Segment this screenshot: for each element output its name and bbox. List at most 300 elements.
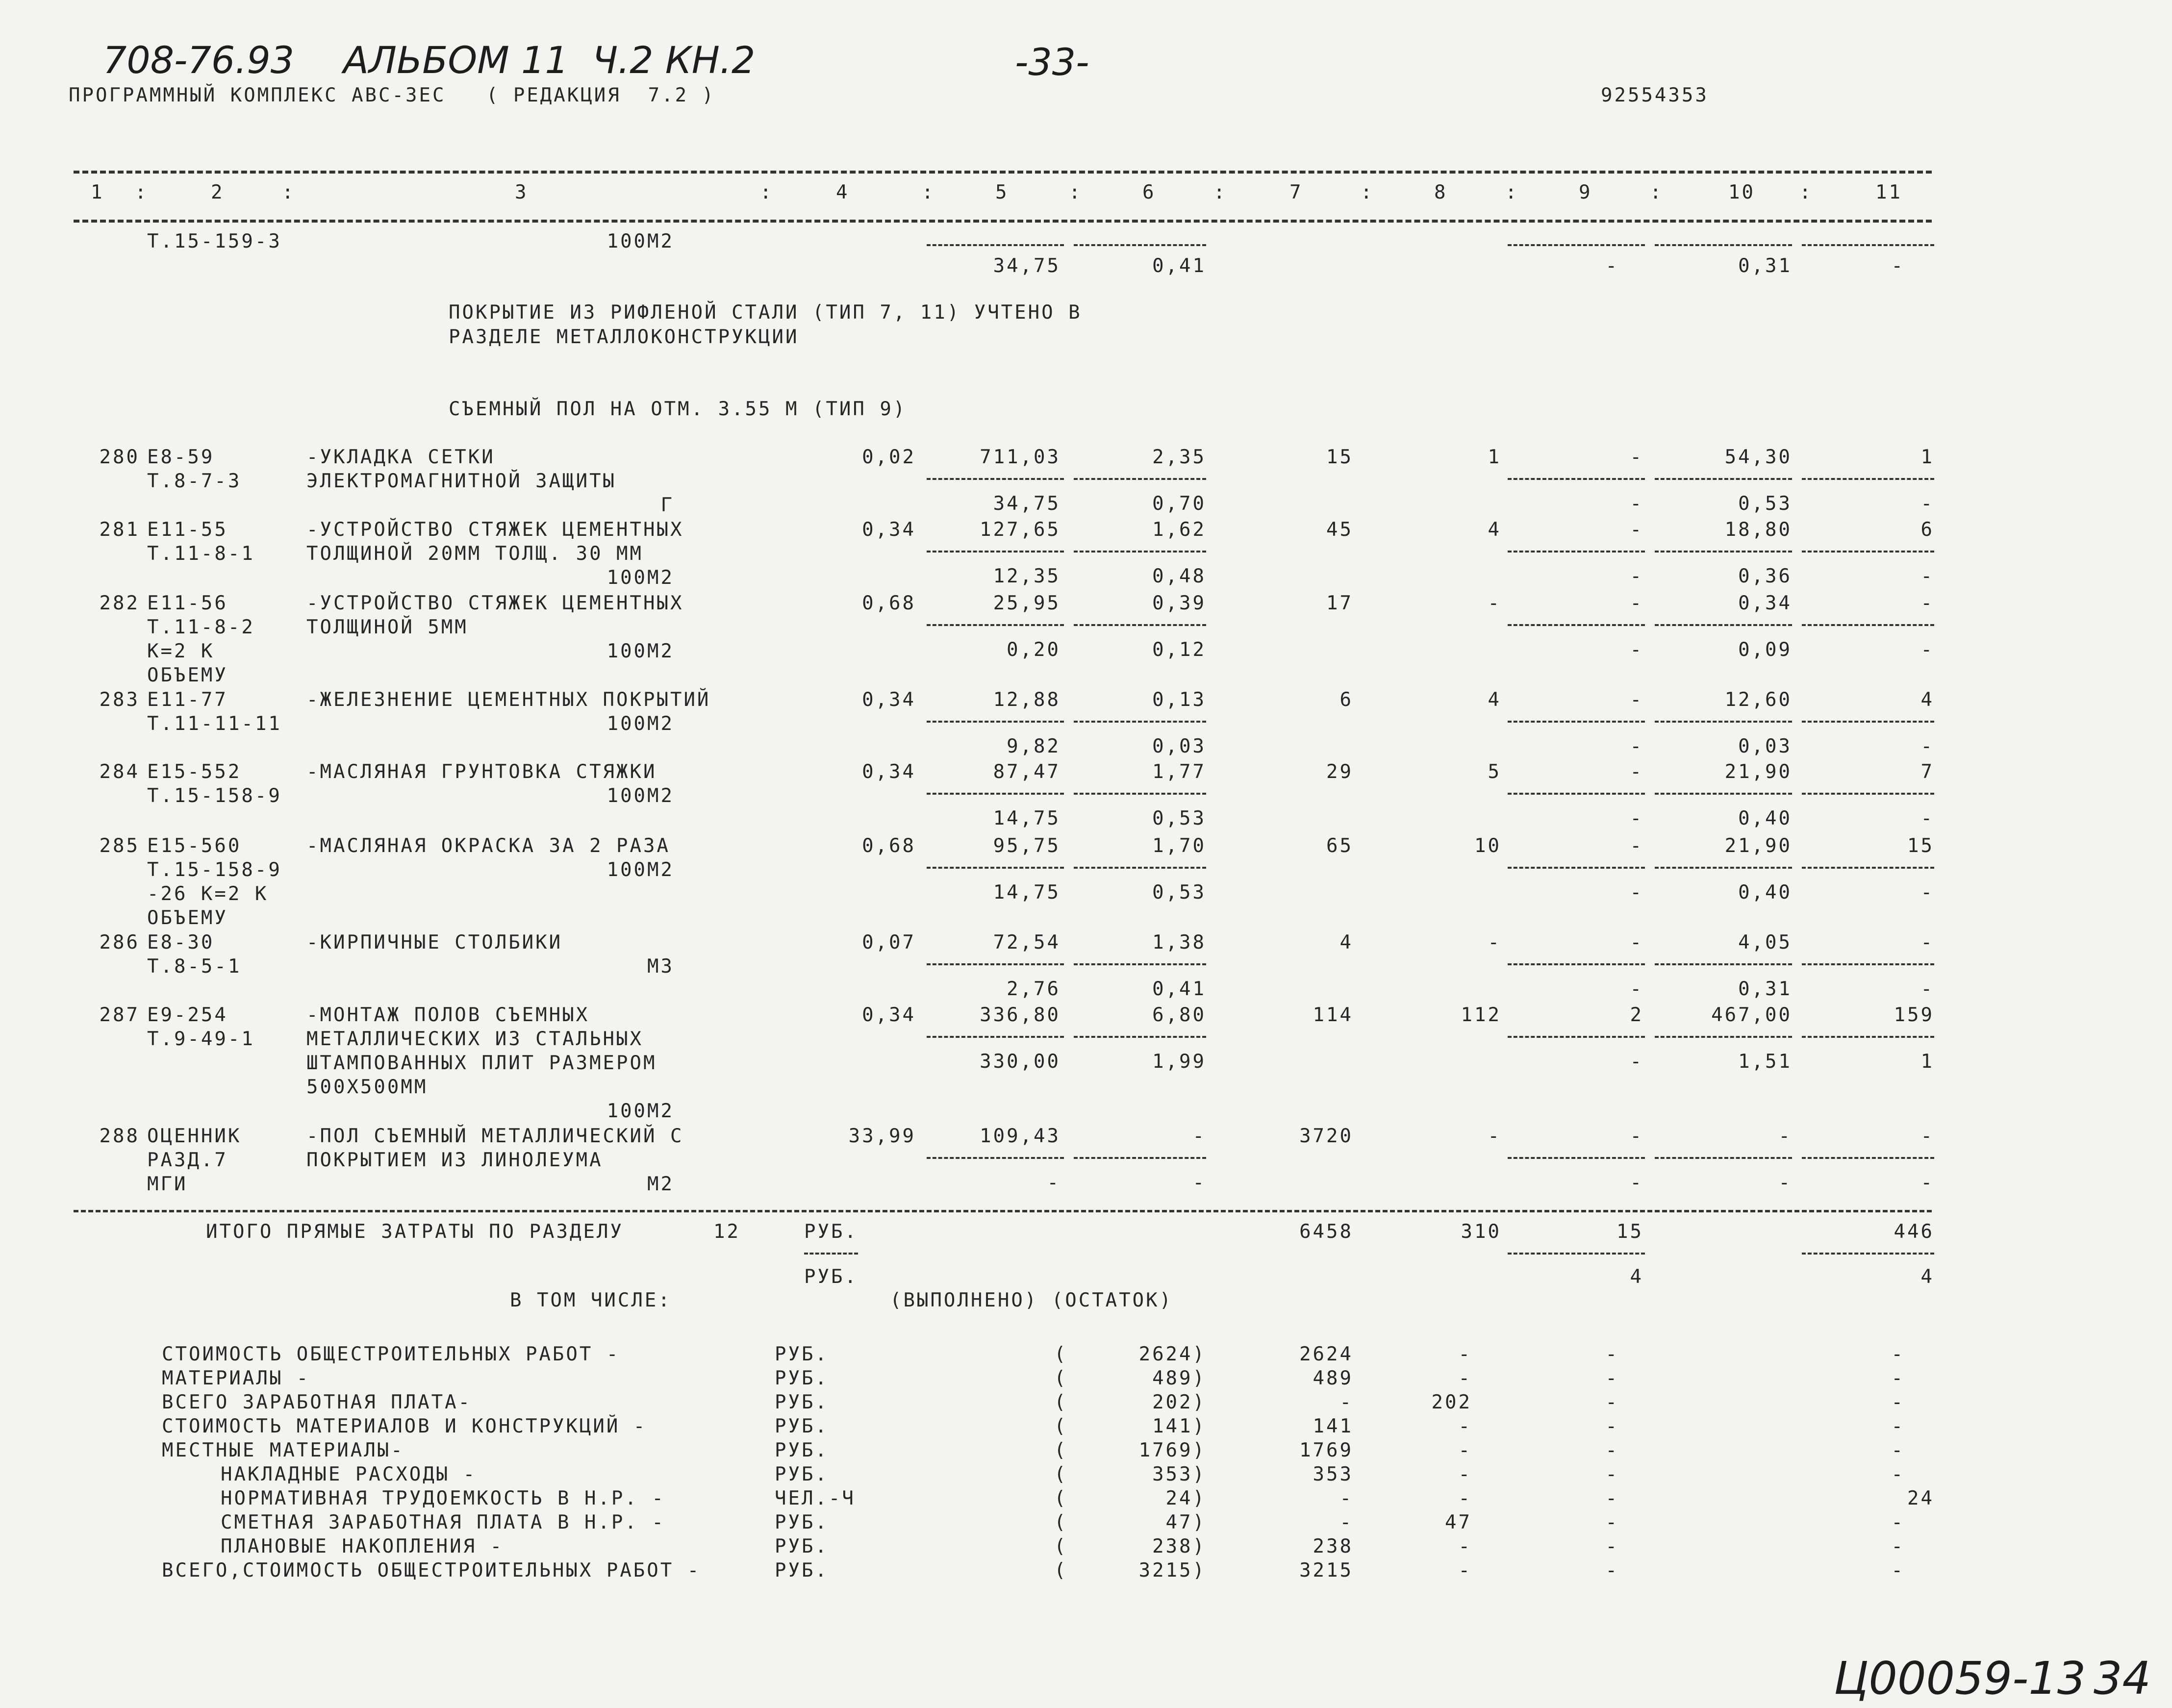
summary-c7: 1769 xyxy=(1299,1439,1353,1461)
row-unit: 100М2 xyxy=(606,713,674,735)
summary-c11: - xyxy=(1891,1559,1905,1582)
summary-unit: РУБ. xyxy=(775,1391,829,1413)
cell-underline xyxy=(1074,624,1206,626)
row-c11-lower: - xyxy=(1920,735,1934,757)
row-c9: - xyxy=(1630,1125,1643,1147)
row-c11-lower: - xyxy=(1920,807,1934,829)
summary-c8: 47 xyxy=(1445,1511,1472,1533)
row-c11-lower: 1 xyxy=(1920,1051,1934,1073)
row-number: 287 xyxy=(99,1004,140,1026)
row-description: ТОЛЩИНОЙ 20ММ ТОЛЩ. 30 ММ xyxy=(306,543,643,565)
program-line: ПРОГРАММНЫЙ КОМПЛЕКС АВС-ЗЕС ( РЕДАКЦИЯ 7.2 ) xyxy=(69,84,716,106)
cell-underline xyxy=(1802,1036,1934,1038)
row-c9: - xyxy=(1630,446,1643,468)
summary-completed: 141) xyxy=(1152,1415,1206,1437)
row-c11-lower: - xyxy=(1920,978,1934,1000)
row-code: Е15-552 xyxy=(147,761,242,783)
row-c10-lower: 0,40 xyxy=(1738,807,1792,829)
row-c9: - xyxy=(1630,519,1643,541)
page-number: -33- xyxy=(1015,40,1089,84)
row-c5-lower: - xyxy=(1047,1172,1061,1194)
summary-c7: 353 xyxy=(1313,1463,1353,1485)
row-code: ОБЪЕМУ xyxy=(147,664,228,686)
column-header-10: 10 xyxy=(1728,181,1755,203)
summary-c8: - xyxy=(1458,1439,1472,1461)
summary-label: ПЛАНОВЫЕ НАКОПЛЕНИЯ - xyxy=(221,1535,504,1557)
row-c11: - xyxy=(1920,1125,1934,1147)
summary-unit: ЧЕЛ.-Ч xyxy=(775,1487,856,1509)
cell-underline xyxy=(1655,963,1792,965)
document-number: 92554353 xyxy=(1601,84,1709,106)
row-c5-lower: 330,00 xyxy=(980,1051,1061,1073)
row-c10: 4,05 xyxy=(1738,931,1792,954)
totals-unit2: РУБ. xyxy=(804,1266,858,1288)
cell-underline xyxy=(1508,624,1645,626)
row-c9: - xyxy=(1630,835,1643,857)
row-c6-lower: - xyxy=(1192,1172,1206,1194)
summary-c9: - xyxy=(1605,1463,1619,1485)
cell-underline xyxy=(1802,1157,1934,1159)
row-c6: 2,35 xyxy=(1152,446,1206,468)
row-number: 282 xyxy=(99,592,140,614)
summary-completed: 3215) xyxy=(1138,1559,1206,1582)
row-c11: 1 xyxy=(1920,446,1934,468)
summary-completed: 1769) xyxy=(1138,1439,1206,1461)
row-c5-lower: 12,35 xyxy=(993,565,1061,587)
row-c11-lower: - xyxy=(1920,493,1934,515)
cell-underline xyxy=(804,1253,858,1255)
cell-underline xyxy=(1508,551,1645,553)
summary-paren-open: ( xyxy=(1054,1343,1068,1365)
row-quantity: 0,34 xyxy=(862,689,916,711)
row-code: К=2 К xyxy=(147,640,215,662)
summary-c8: - xyxy=(1458,1367,1472,1389)
row-c5-lower: 2,76 xyxy=(1007,978,1061,1000)
summary-c7: 3215 xyxy=(1299,1559,1353,1582)
summary-completed: 47) xyxy=(1165,1511,1206,1533)
summary-c7: - xyxy=(1339,1487,1353,1509)
cell-underline xyxy=(927,867,1064,869)
cell-underline xyxy=(1655,244,1792,246)
cell-underline xyxy=(1802,867,1934,869)
row-c5: 95,75 xyxy=(993,835,1061,857)
row-code: Т.15-159-3 xyxy=(147,230,282,252)
column-header-7: 7 xyxy=(1289,181,1303,203)
row-quantity: 0,02 xyxy=(862,446,916,468)
summary-c7: - xyxy=(1339,1511,1353,1533)
row-c5: 109,43 xyxy=(980,1125,1061,1147)
summary-paren-open: ( xyxy=(1054,1511,1068,1533)
totals-label: ИТОГО ПРЯМЫЕ ЗАТРАТЫ ПО РАЗДЕЛУ xyxy=(206,1221,624,1243)
summary-label: НОРМАТИВНАЯ ТРУДОЕМКОСТЬ В Н.Р. - xyxy=(221,1487,665,1509)
row-number: 286 xyxy=(99,931,140,954)
row-c8: - xyxy=(1488,1125,1501,1147)
summary-label: СМЕТНАЯ ЗАРАБОТНАЯ ПЛАТА В Н.Р. - xyxy=(221,1511,665,1533)
row-code: Т.9-49-1 xyxy=(147,1028,255,1050)
row-c5-lower: 14,75 xyxy=(993,881,1061,904)
row-c10: 18,80 xyxy=(1724,519,1792,541)
summary-c9: - xyxy=(1605,1439,1619,1461)
row-c5-lower: 0,20 xyxy=(1007,639,1061,661)
row-c7: 65 xyxy=(1326,835,1353,857)
row-description: -ПОЛ СЪЕМНЫЙ МЕТАЛЛИЧЕСКИЙ С xyxy=(306,1125,684,1147)
row-code: Е9-254 xyxy=(147,1004,228,1026)
row-unit: 100М2 xyxy=(606,230,674,252)
row-c10-lower: 0,09 xyxy=(1738,639,1792,661)
summary-completed: 202) xyxy=(1152,1391,1206,1413)
row-c6-lower: 0,12 xyxy=(1152,639,1206,661)
row-description: -УКЛАДКА СЕТКИ xyxy=(306,446,495,468)
row-c10-lower: 0,53 xyxy=(1738,493,1792,515)
column-separator: : xyxy=(282,181,296,203)
summary-unit: РУБ. xyxy=(775,1535,829,1557)
row-c6: 1,70 xyxy=(1152,835,1206,857)
row-description: 500Х500ММ xyxy=(306,1076,428,1098)
totals-c11-lower: 4 xyxy=(1920,1266,1934,1288)
row-c6-lower: 0,03 xyxy=(1152,735,1206,757)
row-description: ТОЛЩИНОЙ 5ММ xyxy=(306,616,468,638)
cell-underline xyxy=(1655,478,1792,480)
row-c10-lower: 0,36 xyxy=(1738,565,1792,587)
row-code: Е11-77 xyxy=(147,689,228,711)
row-c6: 0,13 xyxy=(1152,689,1206,711)
row-c6: 1,62 xyxy=(1152,519,1206,541)
row-c8: 5 xyxy=(1488,761,1501,783)
row-c6-lower: 0,41 xyxy=(1152,255,1206,277)
summary-paren-open: ( xyxy=(1054,1415,1068,1437)
row-c6-lower: 0,53 xyxy=(1152,807,1206,829)
row-number: 283 xyxy=(99,689,140,711)
row-c11-lower: - xyxy=(1891,255,1905,277)
row-code: РАЗД.7 xyxy=(147,1149,228,1171)
row-c9-lower: - xyxy=(1630,881,1643,904)
cell-underline xyxy=(1074,551,1206,553)
row-quantity: 0,34 xyxy=(862,519,916,541)
row-description: ШТАМПОВАННЫХ ПЛИТ РАЗМЕРОМ xyxy=(306,1052,657,1074)
column-separator: : xyxy=(1505,181,1519,203)
cell-underline xyxy=(1508,1036,1645,1038)
summary-completed: 489) xyxy=(1152,1367,1206,1389)
summary-c9: - xyxy=(1605,1343,1619,1365)
summary-completed: 2624) xyxy=(1138,1343,1206,1365)
row-c10: 467,00 xyxy=(1711,1004,1792,1026)
cell-underline xyxy=(927,551,1064,553)
summary-label: НАКЛАДНЫЕ РАСХОДЫ - xyxy=(221,1463,477,1485)
row-unit: 100М2 xyxy=(606,859,674,881)
row-unit: 100М2 xyxy=(606,640,674,662)
column-header-6: 6 xyxy=(1142,181,1156,203)
row-code: Т.15-158-9 xyxy=(147,859,282,881)
cell-underline xyxy=(1802,551,1934,553)
column-header-2: 2 xyxy=(211,181,225,203)
row-unit: 100М2 xyxy=(606,1100,674,1122)
row-c6-lower: 0,53 xyxy=(1152,881,1206,904)
summary-c11: - xyxy=(1891,1343,1905,1365)
summary-c9: - xyxy=(1605,1535,1619,1557)
row-c10: 0,34 xyxy=(1738,592,1792,614)
row-c11-lower: - xyxy=(1920,565,1934,587)
cell-underline xyxy=(1508,963,1645,965)
cell-underline xyxy=(1655,721,1792,723)
cell-underline xyxy=(1655,1036,1792,1038)
totals-c8: 310 xyxy=(1461,1221,1501,1243)
summary-c11: - xyxy=(1891,1463,1905,1485)
summary-c7: - xyxy=(1339,1391,1353,1413)
row-code: ОЦЕННИК xyxy=(147,1125,242,1147)
totals-rule xyxy=(74,1210,1932,1212)
summary-c9: - xyxy=(1605,1487,1619,1509)
row-c9: - xyxy=(1630,689,1643,711)
row-c11: 6 xyxy=(1920,519,1934,541)
summary-completed: 24) xyxy=(1165,1487,1206,1509)
cell-underline xyxy=(1508,1157,1645,1159)
handwritten-album: АЛЬБОМ 11 Ч.2 КН.2 xyxy=(343,38,756,82)
row-c11-lower: - xyxy=(1920,881,1934,904)
row-c8: 112 xyxy=(1461,1004,1501,1026)
row-code: МГИ xyxy=(147,1173,188,1195)
cell-underline xyxy=(1508,793,1645,795)
row-description: -МОНТАЖ ПОЛОВ СЪЕМНЫХ xyxy=(306,1004,590,1026)
summary-c8: - xyxy=(1458,1463,1472,1485)
row-code: Т.15-158-9 xyxy=(147,785,282,807)
row-code: -26 К=2 К xyxy=(147,883,269,905)
row-c7: 45 xyxy=(1326,519,1353,541)
summary-paren-open: ( xyxy=(1054,1367,1068,1389)
summary-c8: - xyxy=(1458,1343,1472,1365)
summary-c9: - xyxy=(1605,1559,1619,1582)
header-top-rule xyxy=(74,171,1932,174)
row-c6: - xyxy=(1192,1125,1206,1147)
cell-underline xyxy=(1802,793,1934,795)
column-header-9: 9 xyxy=(1579,181,1592,203)
row-c10-lower: 0,31 xyxy=(1738,255,1792,277)
row-c9: 2 xyxy=(1630,1004,1643,1026)
summary-paren-open: ( xyxy=(1054,1559,1068,1582)
row-c7: 6 xyxy=(1339,689,1353,711)
cell-underline xyxy=(1074,963,1206,965)
column-header-11: 11 xyxy=(1875,181,1902,203)
row-code: Е8-59 xyxy=(147,446,215,468)
row-c11: 7 xyxy=(1920,761,1934,783)
summary-c11: - xyxy=(1891,1511,1905,1533)
row-quantity: 33,99 xyxy=(848,1125,916,1147)
summary-c11: - xyxy=(1891,1391,1905,1413)
section-title: СЪЕМНЫЙ ПОЛ НА ОТМ. 3.55 М (ТИП 9) xyxy=(449,398,907,420)
summary-c8: - xyxy=(1458,1415,1472,1437)
summary-paren-open: ( xyxy=(1054,1487,1068,1509)
row-number: 284 xyxy=(99,761,140,783)
row-c8: - xyxy=(1488,592,1501,614)
row-c7: 17 xyxy=(1326,592,1353,614)
cell-underline xyxy=(1655,793,1792,795)
cell-underline xyxy=(927,1157,1064,1159)
row-c5: 711,03 xyxy=(980,446,1061,468)
summary-unit: РУБ. xyxy=(775,1559,829,1582)
row-unit: 100М2 xyxy=(606,785,674,807)
cell-underline xyxy=(1074,1157,1206,1159)
row-c5-lower: 34,75 xyxy=(993,255,1061,277)
cell-underline xyxy=(1508,867,1645,869)
row-c10: 21,90 xyxy=(1724,835,1792,857)
summary-c7: 238 xyxy=(1313,1535,1353,1557)
cell-underline xyxy=(1655,551,1792,553)
column-separator: : xyxy=(1213,181,1227,203)
row-c11: - xyxy=(1920,592,1934,614)
row-description: -УСТРОЙСТВО СТЯЖЕК ЦЕМЕНТНЫХ xyxy=(306,592,684,614)
summary-c11: - xyxy=(1891,1415,1905,1437)
cell-underline xyxy=(1074,478,1206,480)
cell-underline xyxy=(1508,244,1645,246)
row-c10-lower: - xyxy=(1778,1172,1792,1194)
summary-label: МЕСТНЫЕ МАТЕРИАЛЫ- xyxy=(162,1439,404,1461)
row-c10: 12,60 xyxy=(1724,689,1792,711)
row-c10-lower: 0,03 xyxy=(1738,735,1792,757)
summary-label: ВСЕГО,СТОИМОСТЬ ОБЩЕСТРОИТЕЛЬНЫХ РАБОТ - xyxy=(162,1559,701,1582)
cell-underline xyxy=(1655,867,1792,869)
row-unit: М3 xyxy=(647,955,674,978)
row-c6-lower: 0,41 xyxy=(1152,978,1206,1000)
row-code: Е11-55 xyxy=(147,519,228,541)
summary-label: СТОИМОСТЬ МАТЕРИАЛОВ И КОНСТРУКЦИЙ - xyxy=(162,1415,647,1437)
row-c9-lower: - xyxy=(1630,807,1643,829)
summary-c11: - xyxy=(1891,1535,1905,1557)
summary-c11: - xyxy=(1891,1367,1905,1389)
row-c6: 0,39 xyxy=(1152,592,1206,614)
row-c9-lower: - xyxy=(1630,978,1643,1000)
cell-underline xyxy=(1802,721,1934,723)
row-c7: 15 xyxy=(1326,446,1353,468)
summary-label: МАТЕРИАЛЫ - xyxy=(162,1367,310,1389)
summary-paren-open: ( xyxy=(1054,1391,1068,1413)
totals-section: 12 xyxy=(713,1221,740,1243)
row-description: МЕТАЛЛИЧЕСКИХ ИЗ СТАЛЬНЫХ xyxy=(306,1028,643,1050)
cell-underline xyxy=(927,478,1064,480)
row-c5-lower: 9,82 xyxy=(1007,735,1061,757)
row-c10-lower: 1,51 xyxy=(1738,1051,1792,1073)
row-c11: 159 xyxy=(1894,1004,1934,1026)
cell-underline xyxy=(1802,478,1934,480)
row-c9-lower: - xyxy=(1630,639,1643,661)
row-code: Т.11-8-1 xyxy=(147,543,255,565)
row-c7: 29 xyxy=(1326,761,1353,783)
cell-underline xyxy=(1074,721,1206,723)
cell-underline xyxy=(1655,1157,1792,1159)
cell-underline xyxy=(927,624,1064,626)
row-code: Т.11-8-2 xyxy=(147,616,255,638)
row-c6: 6,80 xyxy=(1152,1004,1206,1026)
cell-underline xyxy=(927,244,1064,246)
column-separator: : xyxy=(760,181,774,203)
column-header-1: 1 xyxy=(91,181,104,203)
row-description: ЭЛЕКТРОМАГНИТНОЙ ЗАЩИТЫ xyxy=(306,470,617,492)
summary-c9: - xyxy=(1605,1391,1619,1413)
column-header-4: 4 xyxy=(836,181,850,203)
row-number: 280 xyxy=(99,446,140,468)
row-c10: - xyxy=(1778,1125,1792,1147)
cell-underline xyxy=(1508,478,1645,480)
summary-unit: РУБ. xyxy=(775,1343,829,1365)
cell-underline xyxy=(1074,867,1206,869)
column-separator: : xyxy=(1069,181,1083,203)
summary-c9: - xyxy=(1605,1511,1619,1533)
row-code: Т.8-5-1 xyxy=(147,955,242,978)
row-c9: - xyxy=(1630,931,1643,954)
summary-c7: 489 xyxy=(1313,1367,1353,1389)
cell-underline xyxy=(927,1036,1064,1038)
row-c6-lower: 1,99 xyxy=(1152,1051,1206,1073)
row-c7: 114 xyxy=(1313,1004,1353,1026)
row-c8: 1 xyxy=(1488,446,1501,468)
row-code: Е11-56 xyxy=(147,592,228,614)
summary-c11: - xyxy=(1891,1439,1905,1461)
row-c5: 87,47 xyxy=(993,761,1061,783)
summary-completed: 238) xyxy=(1152,1535,1206,1557)
row-c5: 25,95 xyxy=(993,592,1061,614)
row-c9: - xyxy=(1630,761,1643,783)
handwritten-project-code: 708-76.93 xyxy=(103,38,295,82)
row-description: -ЖЕЛЕЗНЕНИЕ ЦЕМЕНТНЫХ ПОКРЫТИЙ xyxy=(306,689,711,711)
row-c5-lower: 14,75 xyxy=(993,807,1061,829)
row-c6: 1,77 xyxy=(1152,761,1206,783)
column-header-3: 3 xyxy=(515,181,529,203)
row-c5: 336,80 xyxy=(980,1004,1061,1026)
cell-underline xyxy=(1802,1253,1934,1255)
note-covering-line1: ПОКРЫТИЕ ИЗ РИФЛЕНОЙ СТАЛИ (ТИП 7, 11) УЧТЕНО В xyxy=(449,301,1082,324)
row-quantity: 0,34 xyxy=(862,761,916,783)
row-c10: 54,30 xyxy=(1724,446,1792,468)
totals-c7: 6458 xyxy=(1299,1221,1353,1243)
row-quantity: 0,68 xyxy=(862,592,916,614)
row-c6-lower: 0,70 xyxy=(1152,493,1206,515)
row-unit: Г xyxy=(660,494,674,516)
row-code: ОБЪЕМУ xyxy=(147,907,228,929)
row-quantity: 0,07 xyxy=(862,931,916,954)
row-c8: - xyxy=(1488,931,1501,954)
cell-underline xyxy=(1802,963,1934,965)
column-separator: : xyxy=(1361,181,1374,203)
row-c11: 4 xyxy=(1920,689,1934,711)
row-c11: - xyxy=(1920,931,1934,954)
row-code: Е15-560 xyxy=(147,835,242,857)
row-description: -МАСЛЯНАЯ ГРУНТОВКА СТЯЖКИ xyxy=(306,761,657,783)
row-c5-lower: 34,75 xyxy=(993,493,1061,515)
row-c11: 15 xyxy=(1907,835,1934,857)
row-code: Т.8-7-3 xyxy=(147,470,242,492)
cell-underline xyxy=(1802,624,1934,626)
row-c11-lower: - xyxy=(1920,1172,1934,1194)
summary-c8: - xyxy=(1458,1535,1472,1557)
summary-c7: 141 xyxy=(1313,1415,1353,1437)
cell-underline xyxy=(1508,1253,1645,1255)
summary-c8: - xyxy=(1458,1487,1472,1509)
row-c11-lower: - xyxy=(1920,639,1934,661)
totals-c9-lower: 4 xyxy=(1630,1266,1643,1288)
row-c9-lower: - xyxy=(1630,565,1643,587)
totals-unit: РУБ. xyxy=(804,1221,858,1243)
row-code: Е8-30 xyxy=(147,931,215,954)
summary-unit: РУБ. xyxy=(775,1463,829,1485)
row-c7: 3720 xyxy=(1299,1125,1353,1147)
cell-underline xyxy=(1074,244,1206,246)
summary-paren-open: ( xyxy=(1054,1439,1068,1461)
summary-paren-open: ( xyxy=(1054,1463,1068,1485)
row-quantity: 0,34 xyxy=(862,1004,916,1026)
cell-underline xyxy=(1802,244,1934,246)
cell-underline xyxy=(1074,1036,1206,1038)
summary-unit: РУБ. xyxy=(775,1367,829,1389)
cell-underline xyxy=(1074,793,1206,795)
row-number: 281 xyxy=(99,519,140,541)
